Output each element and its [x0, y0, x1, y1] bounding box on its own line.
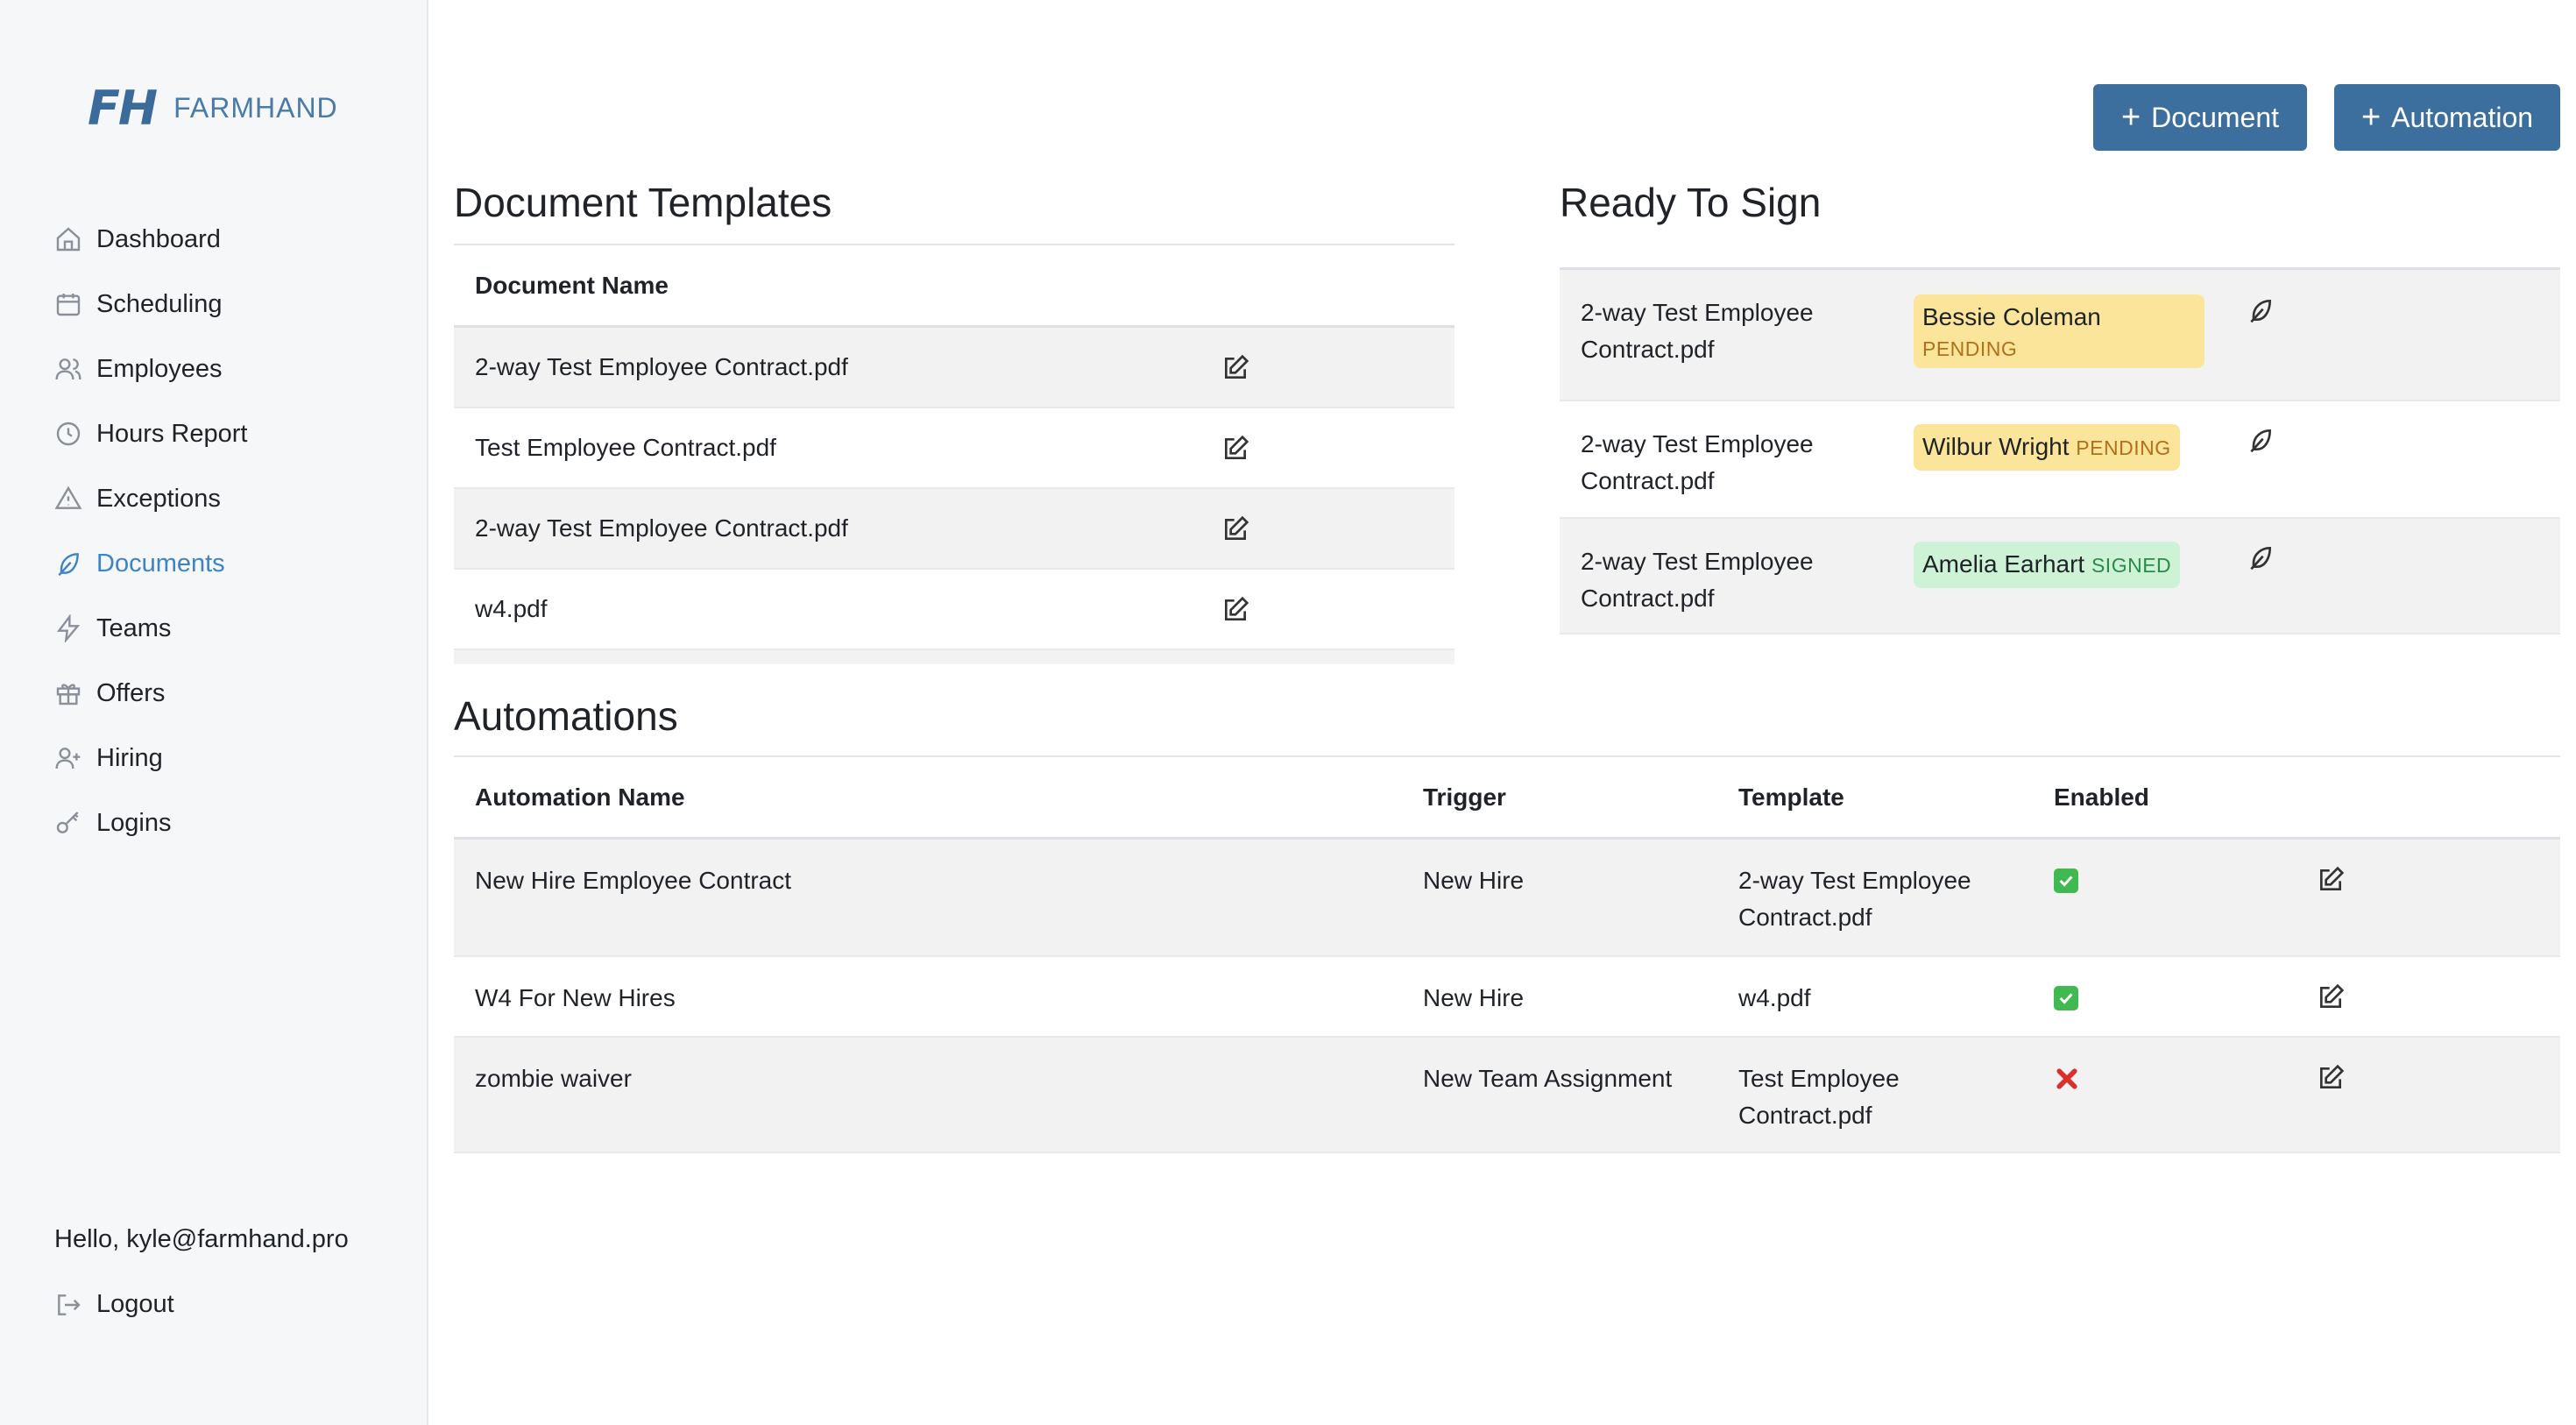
- sidebar-item-label: Hiring: [96, 743, 163, 772]
- table-footer: [454, 650, 1454, 664]
- automation-trigger: New Team Assignment: [1423, 1065, 1673, 1092]
- signer-status-badge: [1914, 424, 2180, 471]
- document-templates-body: [454, 328, 1454, 664]
- column-header-enabled: Enabled: [2054, 783, 2149, 811]
- automation-trigger: New Hire: [1423, 867, 1525, 894]
- user-plus-icon: [54, 744, 82, 772]
- logo-text: FARMHAND: [173, 92, 338, 124]
- document-name: 2-way Test Employee Contract.pdf: [475, 514, 848, 542]
- add-automation-button[interactable]: [2334, 84, 2560, 151]
- logout-label: Logout: [96, 1290, 174, 1318]
- column-header-document-name: Document Name: [454, 245, 1454, 328]
- sidebar-item-label: Documents: [96, 549, 225, 578]
- document-name: 2-way Test Employee Contract.pdf: [1581, 548, 1814, 612]
- sidebar-item-documents[interactable]: [54, 531, 247, 596]
- sidebar-item-dashboard[interactable]: [54, 207, 247, 272]
- edit-icon[interactable]: [1221, 354, 1249, 382]
- document-name: 2-way Test Employee Contract.pdf: [1581, 299, 1814, 363]
- feather-icon: [54, 549, 82, 578]
- automation-name: New Hire Employee Contract: [475, 867, 792, 894]
- enabled-status: [2054, 862, 2078, 901]
- sidebar-item-exceptions[interactable]: [54, 466, 247, 531]
- enabled-status: [2054, 1060, 2080, 1102]
- plus-icon: +: [2120, 98, 2141, 136]
- status-badge: PENDING: [2076, 436, 2171, 459]
- sign-feather-icon[interactable]: [2247, 426, 2275, 454]
- document-name: 2-way Test Employee Contract.pdf: [1581, 430, 1814, 494]
- sidebar-item-label: Dashboard: [96, 224, 221, 253]
- column-header-trigger: Trigger: [1423, 783, 1506, 811]
- users-icon: [54, 355, 82, 383]
- add-automation-label: Automation: [2391, 101, 2534, 133]
- table-row: [454, 1038, 2560, 1153]
- add-document-button[interactable]: [2093, 84, 2307, 151]
- sidebar-item-hiring[interactable]: [54, 726, 247, 790]
- signer-status-badge: [1914, 294, 2204, 368]
- edit-icon[interactable]: [2317, 983, 2345, 1011]
- logout-icon: [54, 1291, 82, 1319]
- home-icon: [54, 225, 82, 253]
- automation-template: w4.pdf: [1738, 984, 1811, 1011]
- sidebar-item-label: Logins: [96, 808, 172, 837]
- sidebar-item-label: Teams: [96, 613, 172, 642]
- status-badge: PENDING: [1922, 337, 2018, 360]
- table-row: [454, 489, 1454, 570]
- sidebar-item-employees[interactable]: [54, 337, 247, 401]
- sidebar-item-label: Hours Report: [96, 419, 248, 448]
- signer-name: Wilbur Wright: [1922, 433, 2070, 460]
- signer-name: Bessie Coleman: [1922, 303, 2101, 330]
- table-row: [454, 328, 1454, 408]
- automations-table: [454, 755, 2560, 1153]
- sidebar-item-scheduling[interactable]: [54, 272, 247, 337]
- automation-name: W4 For New Hires: [475, 984, 676, 1011]
- check-icon: [2054, 868, 2078, 893]
- column-header-automation-name: Automation Name: [475, 783, 685, 811]
- document-name: 2-way Test Employee Contract.pdf: [475, 353, 848, 380]
- warning-icon: [54, 485, 82, 513]
- automation-template: 2-way Test Employee Contract.pdf: [1738, 867, 1971, 931]
- sidebar-item-teams[interactable]: [54, 596, 247, 661]
- add-document-label: Document: [2151, 101, 2280, 133]
- edit-icon[interactable]: [1221, 515, 1249, 543]
- user-greeting: Hello, kyle@farmhand.pro: [54, 1225, 349, 1253]
- table-row: [454, 957, 2560, 1038]
- edit-icon[interactable]: [1221, 596, 1249, 624]
- sidebar-item-label: Offers: [96, 678, 166, 707]
- automation-trigger: New Hire: [1423, 984, 1525, 1011]
- sidebar-item-label: Scheduling: [96, 289, 223, 318]
- automation-template: Test Employee Contract.pdf: [1738, 1065, 1900, 1129]
- enabled-status: [2054, 980, 2078, 1018]
- check-icon: [2054, 986, 2078, 1010]
- document-templates-table: [454, 244, 1454, 664]
- calendar-icon: [54, 290, 82, 318]
- signer-status-badge: [1914, 542, 2180, 588]
- table-row: [454, 840, 2560, 957]
- table-row: [1560, 401, 2560, 519]
- ready-to-sign-table: [1560, 267, 2560, 635]
- plus-icon: +: [2360, 98, 2381, 136]
- column-header-template: Template: [1738, 783, 1844, 811]
- sidebar-item-label: Employees: [96, 354, 223, 383]
- table-row: [1560, 519, 2560, 635]
- sidebar-item-logins[interactable]: [54, 790, 247, 855]
- edit-icon[interactable]: [2317, 866, 2345, 894]
- sidebar-item-label: Exceptions: [96, 484, 221, 513]
- status-badge: SIGNED: [2091, 554, 2172, 577]
- sidebar: [0, 0, 428, 1425]
- gift-icon: [54, 679, 82, 707]
- automation-name: zombie waiver: [475, 1065, 632, 1092]
- key-icon: [54, 809, 82, 837]
- document-name: Test Employee Contract.pdf: [475, 434, 776, 461]
- logout-button[interactable]: [54, 1290, 174, 1319]
- clock-icon: [54, 420, 82, 448]
- logo-mark: FH: [88, 81, 157, 136]
- table-header: [454, 757, 2560, 840]
- sign-feather-icon[interactable]: [2247, 543, 2275, 571]
- sidebar-item-offers[interactable]: [54, 661, 247, 726]
- document-name: w4.pdf: [475, 595, 548, 622]
- table-row: [1560, 270, 2560, 401]
- table-row: [454, 408, 1454, 489]
- automations-title: Automations: [454, 693, 678, 739]
- logo[interactable]: [88, 81, 338, 136]
- signer-name: Amelia Earhart: [1922, 550, 2085, 578]
- document-templates-title: Document Templates: [454, 180, 832, 225]
- lightning-icon: [54, 614, 82, 642]
- sidebar-item-hours-report[interactable]: [54, 401, 247, 466]
- edit-icon[interactable]: [2317, 1064, 2345, 1092]
- cross-icon: [2054, 1066, 2080, 1092]
- ready-to-sign-title: Ready To Sign: [1560, 180, 1822, 225]
- table-row: [454, 570, 1454, 650]
- sidebar-nav: [54, 207, 247, 855]
- edit-icon[interactable]: [1221, 435, 1249, 463]
- sign-feather-icon[interactable]: [2247, 296, 2275, 324]
